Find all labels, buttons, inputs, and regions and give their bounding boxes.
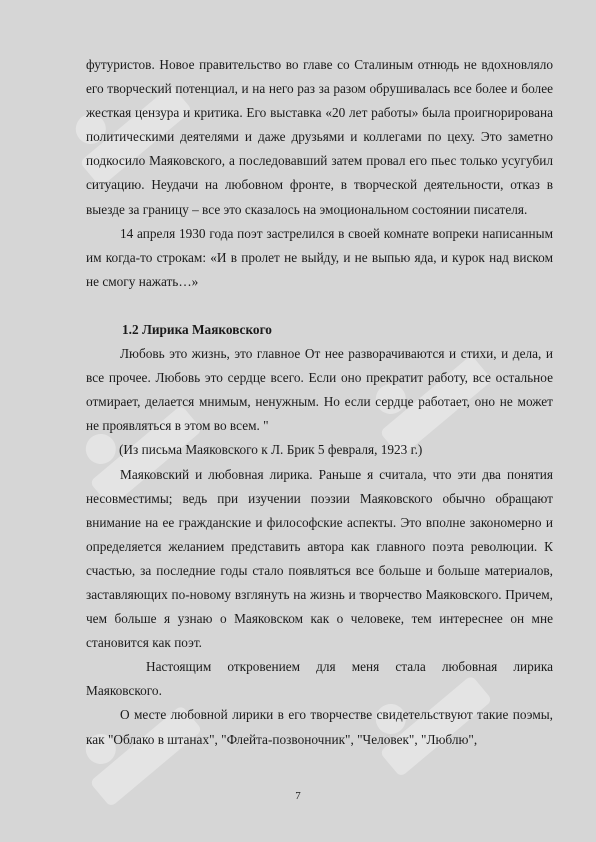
spacer xyxy=(86,294,553,318)
quote-source: (Из письма Маяковского к Л. Брик 5 февраля, 1923 г.) xyxy=(119,442,423,458)
paragraph: футуристов. Новое правительство во главе со Сталиным отнюдь не вдохновляло его творческий потенциал, и на него раз за разом обрушивалась все более и более жесткая цензура и критика. Его выставка «20 лет работы» была проигнорирована политическими деятелями и даже друзьями и коллегами по цеху. Это заметно подкосило Маяковского, а последовавший затем провал его пьес только усугубил ситуацию. Неудачи на любовном фронте, в творческой деятельности, отказ в выезде за границу – все это сказалось на эмоциональном состоянии писателя. xyxy=(86,57,553,217)
paragraph: О месте любовной лирики в его творчестве свидетельствуют такие поэмы, как "Облако в штанах", "Флейта-позвоночник", "Человек", "Люблю", xyxy=(86,707,553,747)
page-number: 7 xyxy=(295,790,301,802)
paragraph: Любовь это жизнь, это главное От нее разворачиваются и стихи, и дела, и все прочее. Любовь это сердце всего. Если оно прекратит работу, все остальное отмирает, делается мнимым, ненужным. Но если сердце работает, оно не может не проявляться в этом во всем. " xyxy=(86,346,553,434)
paragraph: 14 апреля 1930 года поэт застрелился в своей комнате вопреки написанным им когда-то строкам: «И в пролет не выйду, и не выпью яда, и курок над виском не смогу нажать…» xyxy=(86,225,553,289)
document-body xyxy=(86,53,553,752)
paragraph: Маяковский и любовная лирика. Раньше я считала, что эти два понятия несовместимы; ведь при изучении поэзии Маяковского обычно обращают внимание на ее гражданские и философские аспекты. Это вполне закономерно и определяется желанием представить автора как главного поэта революции. К счастью, за последние годы стало появляться все больше и больше материалов, заставляющих по-новому взглянуть на жизнь и творчество Маяковского. Причем, чем больше я узнаю о Маяковском как о человеке, тем интереснее он мне становится как поэт. xyxy=(86,466,553,651)
paragraph: Настоящим откровением для меня стала любовная лирика Маяковского. xyxy=(86,659,553,699)
section-heading: 1.2 Лирика Маяковского xyxy=(122,321,272,337)
